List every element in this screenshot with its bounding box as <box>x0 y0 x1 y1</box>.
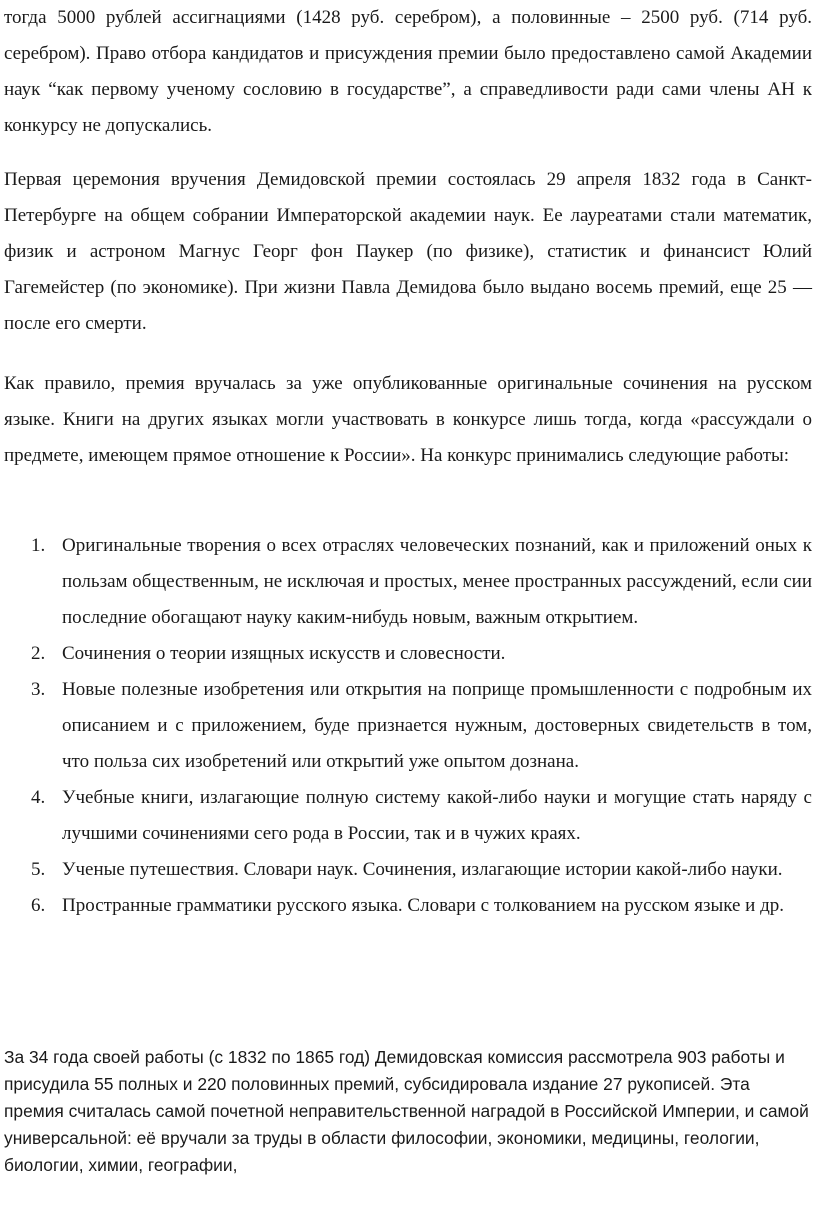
list-item-number: 1. <box>31 535 46 556</box>
list-item-number: 2. <box>31 643 46 664</box>
paragraph-commission-summary: За 34 года своей работы (с 1832 по 1865 год) Демидовская комиссия рассмотрела 903 работы и присудила 55 полных и 220 половинных премий, субсидировала издание 27 рукописей. Эта премия считалась самой почетной неправительственной наградой в Российской Империи, и самой универсальной: её вручали за труды в области философии, экономики, медицины, геологии, биологии, химии, географии, <box>4 1047 809 1175</box>
list-item <box>0 636 812 672</box>
list-item-text: Ученые путешествия. Словари наук. Сочинения, излагающие истории какой-либо науки. <box>62 859 783 880</box>
list-item-text: Пространные грамматики русского языка. Словари с толкованием на русском языке и др. <box>62 895 785 916</box>
list-item <box>0 888 812 924</box>
list-item-text: Сочинения о теории изящных искусств и словесности. <box>62 643 506 664</box>
list-item-text: Учебные книги, излагающие полную систему какой-либо науки и могущие стать наряду с лучшими сочинениями сего рода в России, так и в чужих краях. <box>62 787 812 844</box>
list-item <box>0 528 812 636</box>
list-item-number: 5. <box>31 859 46 880</box>
accepted-works-list <box>0 528 812 924</box>
list-item <box>0 852 812 888</box>
list-item-text: Оригинальные творения о всех отраслях человеческих познаний, как и приложений оных к пользам общественным, не исключая и простых, менее пространных рассуждений, если сии последние обогащают науку каким-нибудь новым, важным открытием. <box>62 535 812 628</box>
paragraph-first-ceremony: Первая церемония вручения Демидовской премии состоялась 29 апреля 1832 года в Санкт-Петербурге на общем собрании Императорской академии наук. Ее лауреатами стали математик, физик и астроном Магнус Георг фон Паукер (по физике), статистик и финансист Юлий Гагемейстер (по экономике). При жизни Павла Демидова было выдано восемь премий, еще 25 — после его смерти. <box>4 169 812 334</box>
paragraph-accepted-works: Как правило, премия вручалась за уже опубликованные оригинальные сочинения на русском языке. Книги на других языках могли участвовать в конкурсе лишь тогда, когда «рассуждали о предмете, имеющем прямое отношение к России». На конкурс принимались следующие работы: <box>4 373 812 466</box>
list-item <box>0 780 812 852</box>
list-item-text: Новые полезные изобретения или открытия на поприще промышленности с подробным их описанием и с приложением, буде признается нужным, достоверных свидетельств в том, что польза сих изобретений или открытий уже опытом дознана. <box>62 679 812 772</box>
list-item-number: 4. <box>31 787 46 808</box>
paragraph-prize-amount: тогда 5000 рублей ассигнациями (1428 руб. серебром), а половинные – 2500 руб. (714 руб. серебром). Право отбора кандидатов и присуждения премии было предоставлено самой Академии наук “как первому ученому сословию в государстве”, а справедливости ради сами члены АН к конкурсу не допускались. <box>4 7 812 136</box>
list-item-number: 3. <box>31 679 46 700</box>
list-item <box>0 672 812 780</box>
list-item-number: 6. <box>31 895 46 916</box>
